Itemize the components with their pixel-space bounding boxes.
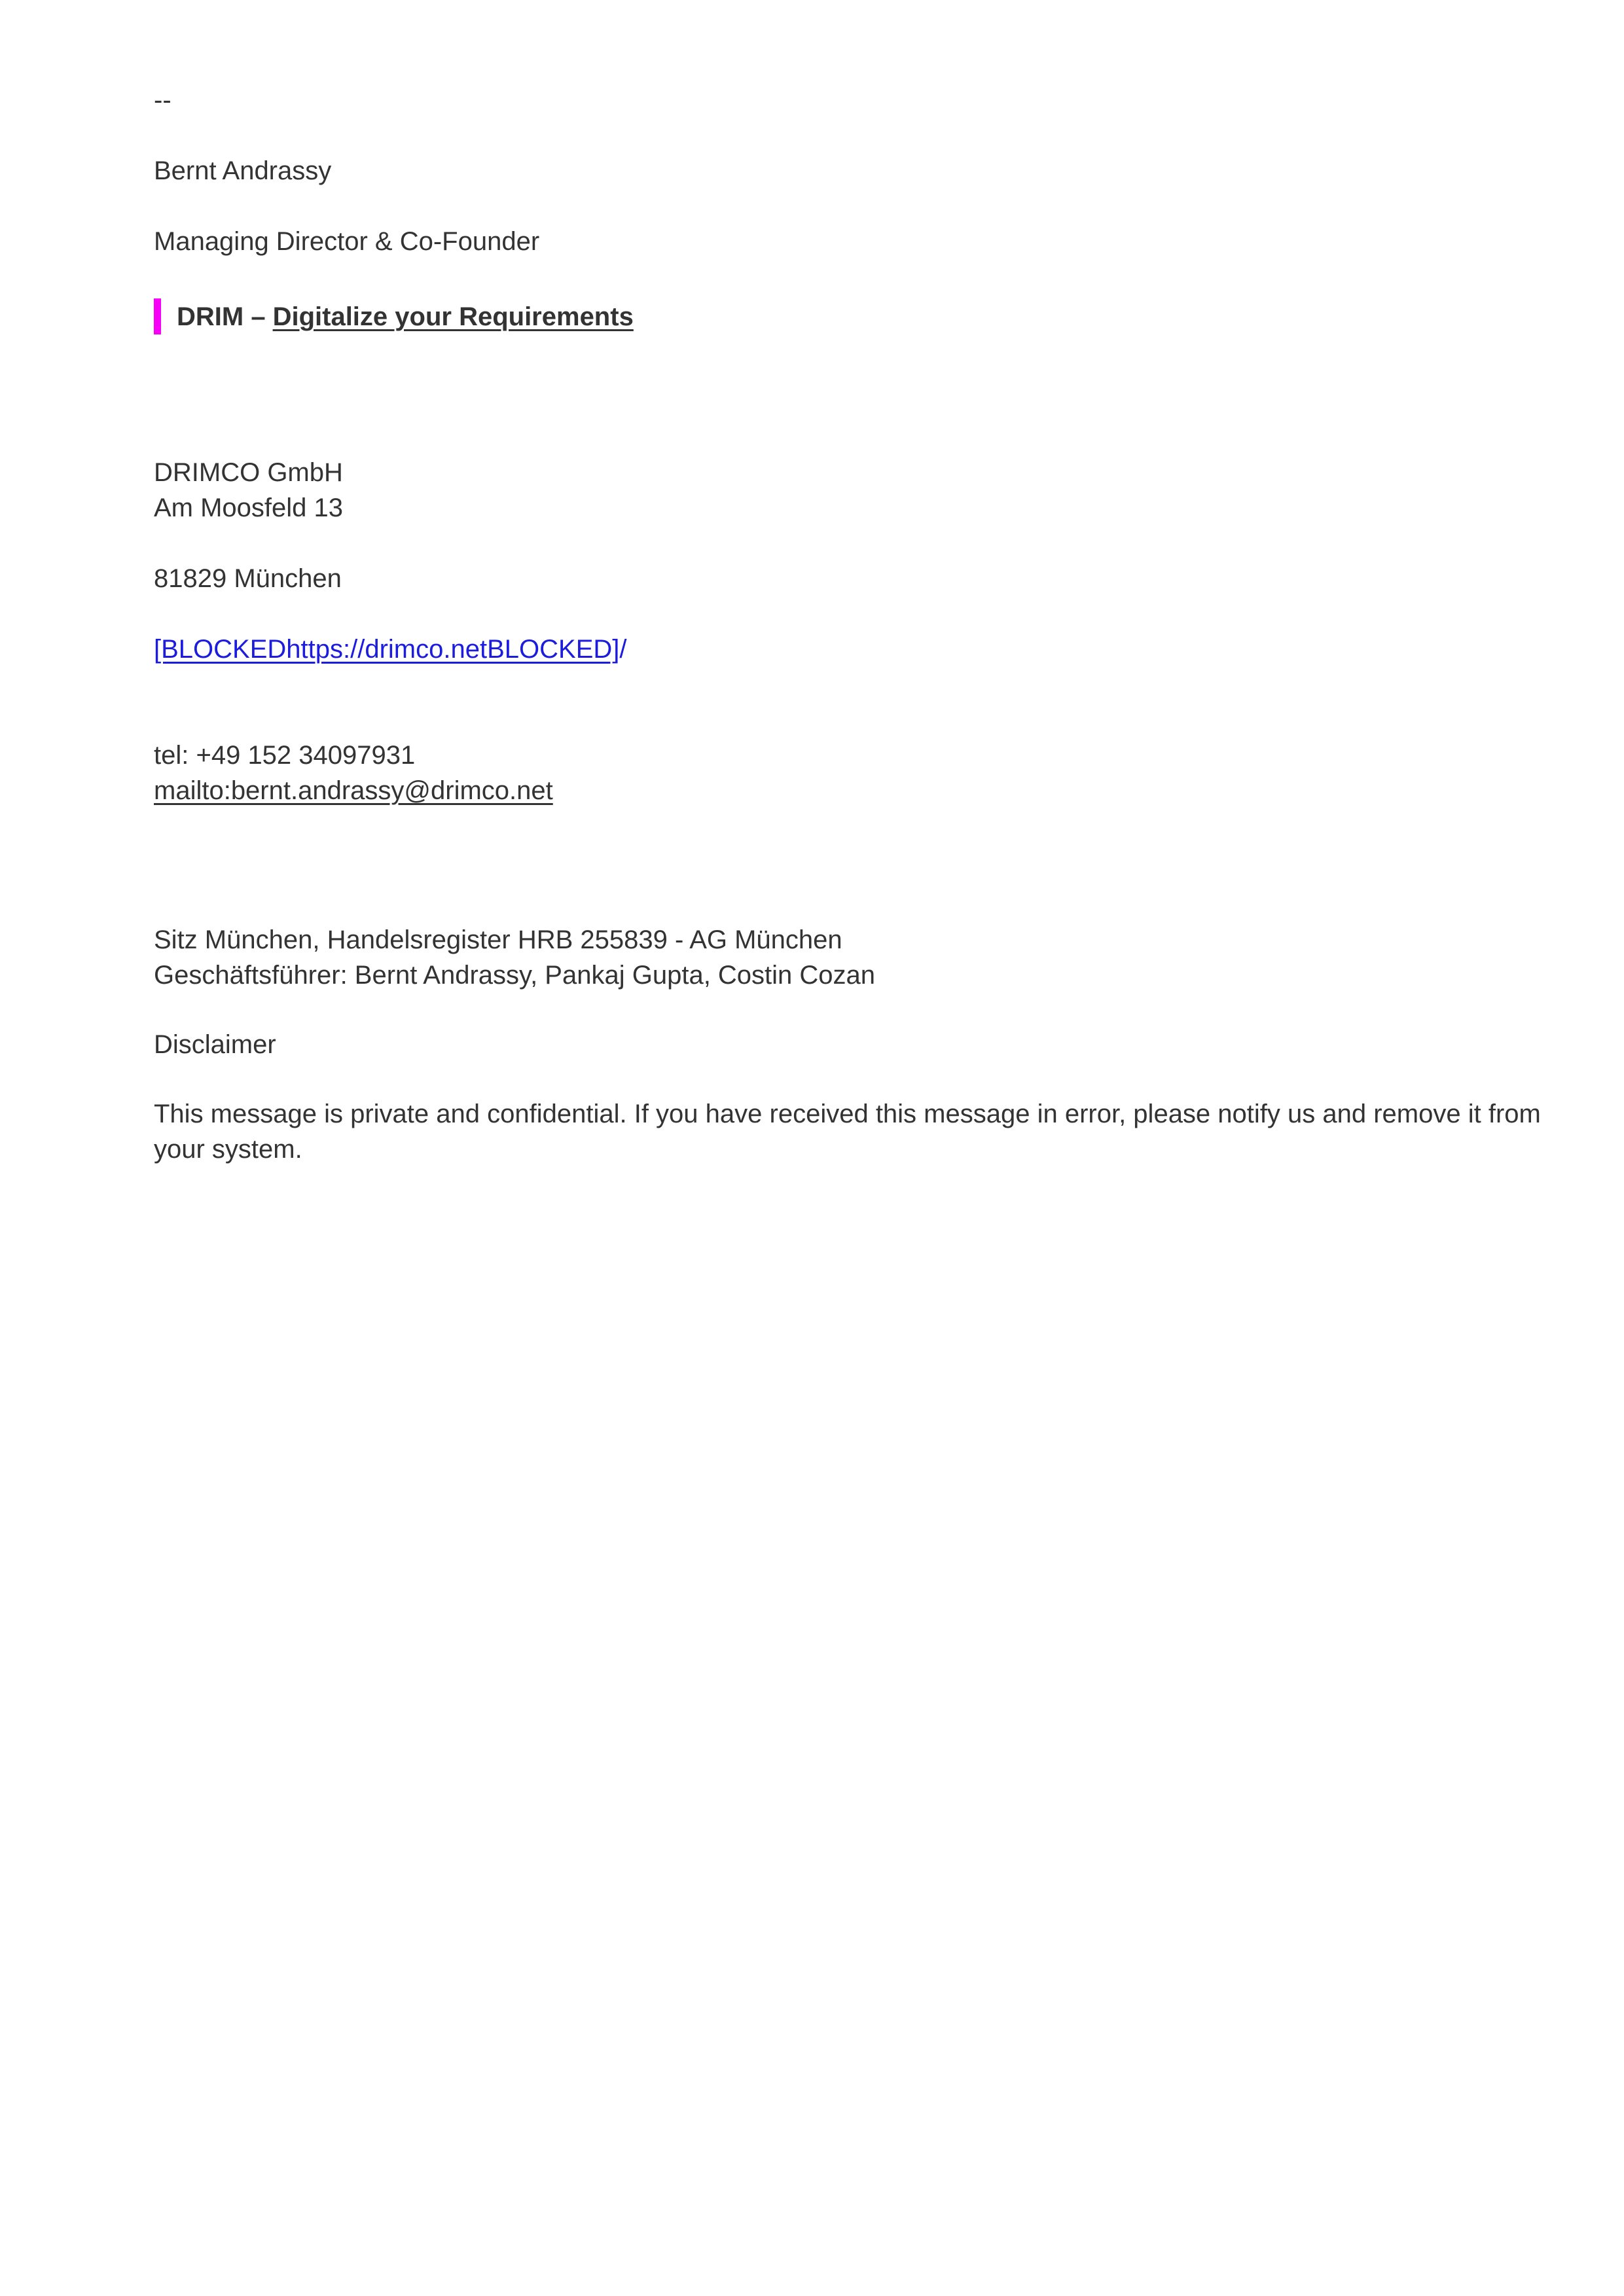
registration-seat-line: Sitz München, Handelsregister HRB 255839 - AG München	[154, 925, 842, 954]
legal-registration-block	[154, 922, 1561, 993]
company-name: DRIMCO GmbH	[154, 458, 343, 487]
disclaimer-text: This message is private and confidential. If you have received this message in error, please notify us and remove it from your system.	[154, 1100, 1541, 1164]
brand-name: DRIM –	[177, 302, 266, 331]
company-street: Am Moosfeld 13	[154, 493, 344, 522]
sender-title: Managing Director & Co-Founder	[154, 227, 540, 256]
brand-tagline	[154, 298, 1561, 334]
company-address-block	[154, 455, 1561, 526]
website-link-suffix: /	[619, 635, 627, 664]
signature-separator: --	[154, 86, 171, 115]
managing-directors-line: Geschäftsführer: Bernt Andrassy, Pankaj Gupta, Costin Cozan	[154, 961, 876, 990]
email-body	[154, 82, 1561, 1167]
brand-slogan: Digitalize your Requirements	[272, 302, 634, 331]
disclaimer-heading: Disclaimer	[154, 1030, 276, 1059]
email-link[interactable]: mailto:bernt.andrassy@drimco.net	[154, 776, 553, 805]
sender-name: Bernt Andrassy	[154, 156, 332, 185]
website-link[interactable]: [BLOCKEDhttps://drimco.netBLOCKED]	[154, 635, 620, 664]
company-city: 81829 München	[154, 564, 342, 593]
brand-accent-bar	[154, 298, 161, 334]
phone-number: tel: +49 152 34097931	[154, 741, 416, 770]
website-line	[154, 632, 1561, 667]
contact-block	[154, 738, 1561, 808]
